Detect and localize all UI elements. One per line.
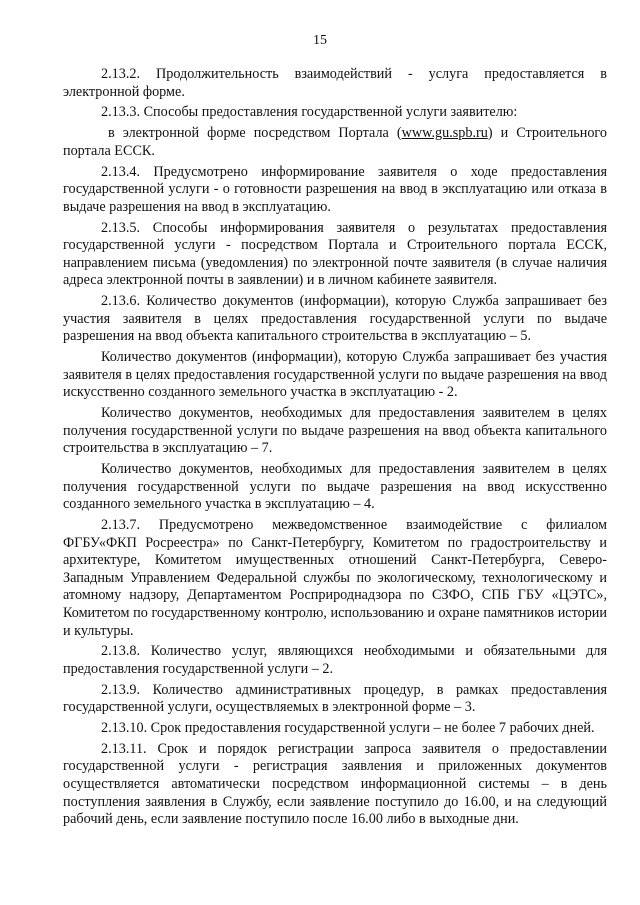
paragraph-documents-required-land: Количество документов, необходимых для предоставления заявителем в целях получения государственной услуги по выдаче разрешения на ввод искусственно созданного земельного участка в эксплуатацию – 4.	[63, 460, 607, 513]
paragraph-2-13-9: 2.13.9. Количество административных процедур, в рамках предоставления государственной услуги, осуществляемых в электронной форме – 3.	[63, 681, 607, 716]
paragraph-documents-requested-land: Количество документов (информации), которую Служба запрашивает без участия заявителя в целях предоставления государственной услуги по выдаче разрешения на ввод искусственно созданного земельного участка в эксплуатацию - 2.	[63, 349, 607, 401]
paragraph-portal-methods	[63, 125, 607, 160]
page-number: 15	[313, 33, 327, 48]
portal-link: www.gu.spb.ru	[401, 125, 488, 142]
paragraph-2-13-5: 2.13.5. Способы информирования заявителя о результатах предоставления государственной услуги - посредством Портала и Строительного портала ЕССК, направлением письма (уведомления) по электронной почте заявителя (в случае наличия адреса электронной почты в заявлении) и в личном кабинете заявителя.	[63, 219, 607, 289]
paragraph-2-13-6: 2.13.6. Количество документов (информации), которую Служба запрашивает без участия заявителя в целях предоставления государственной услуги по выдаче разрешения на ввод объекта капитального строительства в эксплуатацию – 5.	[63, 293, 607, 345]
paragraph-2-13-2: 2.13.2. Продолжительность взаимодействий - услуга предоставляется в электронной форме.	[63, 66, 607, 100]
paragraph-2-13-10: 2.13.10. Срок предоставления государственной услуги – не более 7 рабочих дней.	[101, 720, 595, 737]
paragraph-2-13-3: 2.13.3. Способы предоставления государственной услуги заявителю:	[101, 104, 518, 121]
paragraph-2-13-7: 2.13.7. Предусмотрено межведомственное взаимодействие с филиалом ФГБУ«ФКП Росреестра» по Санкт-Петербургу, Комитетом по градостроительству и архитектуре, Комитетом имущественных отношений Санкт-Петербурга, Северо-Западным Управлением Федеральной службы по экологическому, технологическому и атомному надзору, Департаментом Росприроднадзора по СЗФО, СПБ ГБУ «ЦЭТС», Комитетом по государственному контролю, использованию и охране памятников истории и культуры.	[63, 516, 607, 639]
paragraph-2-13-4: 2.13.4. Предусмотрено информирование заявителя о ходе предоставления государственной услуги - о готовности разрешения на ввод в эксплуатацию или отказа в выдаче разрешения на ввод в эксплуатацию.	[63, 163, 607, 215]
portal-methods-text-before: в электронной форме посредством Портала (	[108, 125, 402, 142]
paragraph-2-13-11: 2.13.11. Срок и порядок регистрации запроса заявителя о предоставлении государственной услуги - регистрация заявления и приложенных документов осуществляется автоматически посредством информационной системы – в день поступления заявления в Службу, если заявление поступило до 16.00, и на следующий рабочий день, если заявление поступило после 16.00 либо в выходные дни.	[63, 740, 607, 828]
document-body	[63, 66, 607, 832]
portal-methods-text-after: ) и Строительного портала ЕССК.	[63, 125, 607, 159]
paragraph-2-13-8: 2.13.8. Количество услуг, являющихся необходимыми и обязательными для предоставления государственной услуги – 2.	[63, 643, 607, 677]
paragraph-documents-required-construction: Количество документов, необходимых для предоставления заявителем в целях получения государственной услуги по выдаче разрешения на ввод объекта капитального строительства в эксплуатацию – 7.	[63, 405, 607, 457]
